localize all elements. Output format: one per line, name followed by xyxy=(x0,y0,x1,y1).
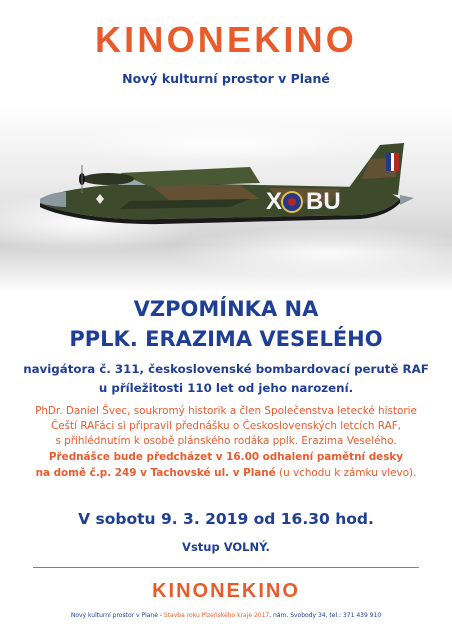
body-line-5-bold: na domě č.p. 249 v Tachovské ul. v Plané xyxy=(35,467,276,479)
brand-logo-bottom: KINONEKINO xyxy=(152,580,300,602)
body-line-4-bold: Přednášce bude předcházet v 16.00 odhalení pamětní desky xyxy=(48,451,404,463)
lead-line-2: u příležitosti 110 let od jeho narození. xyxy=(98,381,354,395)
lead-line-1: navigátora č. 311, československé bombardovací perutě RAF xyxy=(23,362,429,376)
footer-divider xyxy=(33,567,419,568)
body-line-5-rest: (u vchodu k zámku vlevo). xyxy=(275,467,417,479)
footer-part-3: , nám. Svobody 34, tel.: 371 439 910 xyxy=(269,612,382,619)
headline-line-1: VZPOMÍNKA NA xyxy=(133,297,319,321)
footer-part-1: Nový kulturní prostor v Plané - xyxy=(70,612,164,619)
footer-part-2: Stavba roku Plzeňského kraje 2017 xyxy=(163,612,270,619)
cloud xyxy=(70,123,370,163)
aircraft-code-right: BU xyxy=(306,188,341,215)
event-entry: Vstup VOLNÝ. xyxy=(182,540,270,554)
body-line-2: Čeští RAFáci si připravil přednášku o Československých letcích RAF, xyxy=(51,420,401,432)
body-line-1: PhDr. Daniel Švec, soukromý historik a člen Společenstva letecké historie xyxy=(35,405,417,417)
aircraft-illustration xyxy=(0,103,452,293)
body-line-3: s přihlédnutím k osobě plánského rodáka pplk. Erazima Veselého. xyxy=(55,435,397,447)
brand-logo-top: KINONEKINO xyxy=(94,19,357,60)
body-line-4 xyxy=(0,450,452,465)
body-line-5 xyxy=(0,466,452,481)
brand-subtitle: Nový kulturní prostor v Plané xyxy=(122,71,330,86)
aircraft-code-left: X xyxy=(266,188,283,215)
event-date: V sobotu 9. 3. 2019 od 16.30 hod. xyxy=(78,510,374,528)
footer-contact xyxy=(0,611,452,621)
headline-line-2: PPLK. ERAZIMA VESELÉHO xyxy=(69,327,383,351)
